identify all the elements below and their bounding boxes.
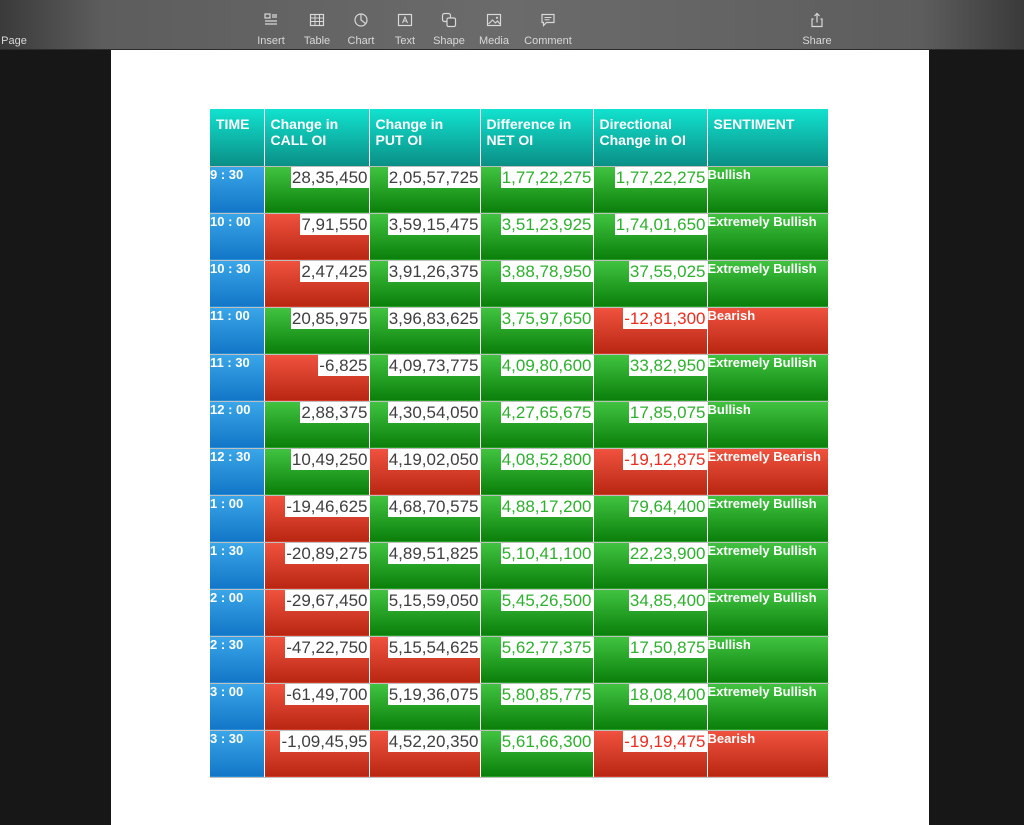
net-oi-cell[interactable]	[480, 166, 593, 213]
table-row	[210, 495, 828, 542]
table-row	[210, 589, 828, 636]
shape-label: Shape	[433, 35, 465, 47]
sentiment-cell[interactable]: Bearish	[707, 730, 828, 777]
call-oi-cell-value: 10,49,250	[291, 449, 368, 469]
directional-oi-cell-value: -19,19,475	[624, 731, 706, 751]
directional-oi-cell-value: 22,23,900	[629, 543, 706, 563]
media-button[interactable]	[467, 10, 521, 47]
put-oi-cell[interactable]	[369, 730, 480, 777]
directional-oi-cell-value: 1,77,22,275	[615, 167, 706, 187]
sentiment-cell[interactable]: Extremely Bullish	[707, 542, 828, 589]
call-oi-cell[interactable]	[264, 213, 369, 260]
chart-label: Chart	[347, 35, 375, 47]
put-oi-cell-value: 5,15,59,050	[388, 590, 479, 610]
comment-label: Comment	[524, 35, 572, 47]
sentiment-cell[interactable]: Extremely Bullish	[707, 589, 828, 636]
sentiment-cell[interactable]: Bullish	[707, 166, 828, 213]
net-oi-cell-value: 3,75,97,650	[501, 308, 592, 328]
table-row	[210, 307, 828, 354]
directional-oi-cell-value: 17,50,875	[629, 637, 706, 657]
put-oi-cell[interactable]	[369, 166, 480, 213]
call-oi-cell[interactable]	[264, 260, 369, 307]
call-oi-cell[interactable]	[264, 589, 369, 636]
directional-oi-cell[interactable]	[593, 730, 707, 777]
directional-oi-cell-value: 17,85,075	[629, 402, 706, 422]
net-oi-cell-value: 4,08,52,800	[501, 449, 592, 469]
put-oi-cell[interactable]	[369, 401, 480, 448]
net-oi-cell[interactable]	[480, 495, 593, 542]
put-oi-cell[interactable]	[369, 448, 480, 495]
call-oi-cell-value: 28,35,450	[291, 167, 368, 187]
directional-oi-cell[interactable]	[593, 683, 707, 730]
put-oi-cell-value: 3,59,15,475	[388, 214, 479, 234]
call-oi-cell[interactable]	[264, 495, 369, 542]
directional-oi-cell[interactable]	[593, 448, 707, 495]
net-oi-cell[interactable]	[480, 683, 593, 730]
table-body	[210, 166, 828, 777]
net-oi-cell-value: 5,62,77,375	[501, 637, 592, 657]
table-row	[210, 401, 828, 448]
table-row	[210, 730, 828, 777]
call-oi-cell-value: -6,825	[319, 355, 368, 375]
table-row	[210, 213, 828, 260]
call-oi-cell[interactable]	[264, 401, 369, 448]
sentiment-cell[interactable]: Extremely Bullish	[707, 213, 828, 260]
net-oi-cell-value: 4,09,80,600	[501, 355, 592, 375]
time-cell[interactable]: 11 : 00	[210, 307, 264, 354]
add-page-label: Page	[1, 35, 27, 47]
directional-oi-cell[interactable]	[593, 636, 707, 683]
comment-button[interactable]	[521, 10, 575, 47]
time-cell[interactable]: 3 : 30	[210, 730, 264, 777]
call-oi-cell-value: -1,09,45,95	[281, 731, 368, 751]
net-oi-cell[interactable]	[480, 589, 593, 636]
call-oi-cell[interactable]	[264, 354, 369, 401]
directional-oi-cell[interactable]	[593, 542, 707, 589]
call-oi-cell-value: -29,67,450	[286, 590, 368, 610]
directional-oi-cell-value: 1,74,01,650	[615, 214, 706, 234]
table-label: Table	[303, 35, 331, 47]
time-cell[interactable]: 2 : 30	[210, 636, 264, 683]
right-margin	[929, 50, 1024, 825]
net-oi-cell-value: 5,61,66,300	[501, 731, 592, 751]
insert-label: Insert	[257, 35, 285, 47]
net-oi-cell[interactable]	[480, 636, 593, 683]
net-oi-cell[interactable]	[480, 354, 593, 401]
directional-oi-cell[interactable]	[593, 307, 707, 354]
time-cell[interactable]: 12 : 30	[210, 448, 264, 495]
net-oi-cell-value: 4,27,65,675	[501, 402, 592, 422]
call-oi-cell-value: -20,89,275	[286, 543, 368, 563]
call-oi-cell[interactable]	[264, 448, 369, 495]
time-cell[interactable]: 1 : 30	[210, 542, 264, 589]
put-oi-cell[interactable]	[369, 213, 480, 260]
put-oi-cell-value: 2,05,57,725	[388, 167, 479, 187]
net-oi-cell[interactable]	[480, 730, 593, 777]
call-oi-cell-value: 7,91,550	[301, 214, 368, 234]
time-cell[interactable]: 1 : 00	[210, 495, 264, 542]
directional-oi-cell-value: 34,85,400	[629, 590, 706, 610]
put-oi-cell[interactable]	[369, 307, 480, 354]
sentiment-cell[interactable]: Extremely Bullish	[707, 354, 828, 401]
put-oi-cell[interactable]	[369, 354, 480, 401]
put-oi-cell-value: 3,96,83,625	[388, 308, 479, 328]
call-oi-cell[interactable]	[264, 166, 369, 213]
net-oi-cell[interactable]	[480, 307, 593, 354]
table-header-row	[210, 109, 828, 166]
call-oi-cell[interactable]	[264, 683, 369, 730]
header-sentiment[interactable]: SENTIMENT	[707, 109, 828, 166]
net-oi-cell-value: 4,88,17,200	[501, 496, 592, 516]
directional-oi-cell[interactable]	[593, 495, 707, 542]
put-oi-cell[interactable]	[369, 683, 480, 730]
sentiment-cell[interactable]: Bearish	[707, 307, 828, 354]
toolbar	[0, 0, 1024, 50]
table-row	[210, 636, 828, 683]
call-oi-cell-value: -61,49,700	[286, 684, 368, 704]
time-cell[interactable]: 2 : 00	[210, 589, 264, 636]
net-oi-cell-value: 5,80,85,775	[501, 684, 592, 704]
put-oi-cell-value: 4,19,02,050	[388, 449, 479, 469]
call-oi-cell-value: -47,22,750	[286, 637, 368, 657]
header-call-oi[interactable]: Change in CALL OI	[264, 109, 369, 166]
table-row	[210, 683, 828, 730]
put-oi-cell-value: 4,09,73,775	[388, 355, 479, 375]
sentiment-cell[interactable]: Extremely Bullish	[707, 260, 828, 307]
net-oi-cell[interactable]	[480, 260, 593, 307]
net-oi-cell-value: 1,77,22,275	[501, 167, 592, 187]
net-oi-cell-value: 3,51,23,925	[501, 214, 592, 234]
directional-oi-cell-value: 37,55,025	[629, 261, 706, 281]
net-oi-cell[interactable]	[480, 401, 593, 448]
media-icon	[467, 12, 521, 32]
net-oi-cell-value: 3,88,78,950	[501, 261, 592, 281]
time-cell[interactable]: 3 : 00	[210, 683, 264, 730]
directional-oi-cell[interactable]	[593, 401, 707, 448]
text-label: Text	[394, 35, 416, 47]
share-icon	[790, 12, 844, 32]
put-oi-cell[interactable]	[369, 495, 480, 542]
share-label: Share	[802, 35, 832, 47]
sentiment-cell[interactable]: Bullish	[707, 636, 828, 683]
call-oi-cell[interactable]	[264, 730, 369, 777]
table-row	[210, 260, 828, 307]
directional-oi-cell-value: 18,08,400	[629, 684, 706, 704]
header-net-oi[interactable]: Difference in NET OI	[480, 109, 593, 166]
put-oi-cell-value: 3,91,26,375	[388, 261, 479, 281]
put-oi-cell-value: 4,68,70,575	[388, 496, 479, 516]
add-page-button[interactable]	[0, 10, 41, 47]
table-row	[210, 354, 828, 401]
table-row	[210, 542, 828, 589]
net-oi-cell[interactable]	[480, 448, 593, 495]
sentiment-cell[interactable]: Bullish	[707, 401, 828, 448]
call-oi-cell-value: -19,46,625	[286, 496, 368, 516]
directional-oi-cell-value: 79,64,400	[629, 496, 706, 516]
header-time[interactable]: TIME	[210, 109, 264, 166]
net-oi-cell-value: 5,45,26,500	[501, 590, 592, 610]
directional-oi-cell-value: -12,81,300	[624, 308, 706, 328]
put-oi-cell-value: 5,19,36,075	[388, 684, 479, 704]
time-cell[interactable]: 10 : 30	[210, 260, 264, 307]
put-oi-cell-value: 5,15,54,625	[388, 637, 479, 657]
sentiment-cell[interactable]: Extremely Bearish	[707, 448, 828, 495]
time-cell[interactable]: 10 : 00	[210, 213, 264, 260]
call-oi-cell-value: 2,47,425	[301, 261, 368, 281]
put-oi-cell[interactable]	[369, 542, 480, 589]
directional-oi-cell[interactable]	[593, 589, 707, 636]
add-page-icon	[0, 12, 41, 32]
directional-oi-cell[interactable]	[593, 260, 707, 307]
call-oi-cell-value: 2,88,375	[301, 402, 368, 422]
oi-table[interactable]	[210, 109, 829, 778]
put-oi-cell-value: 4,89,51,825	[388, 543, 479, 563]
call-oi-cell[interactable]	[264, 636, 369, 683]
put-oi-cell[interactable]	[369, 636, 480, 683]
media-label: Media	[479, 35, 509, 47]
directional-oi-cell-value: -19,12,875	[624, 449, 706, 469]
directional-oi-cell-value: 33,82,950	[629, 355, 706, 375]
table-row	[210, 166, 828, 213]
put-oi-cell-value: 4,30,54,050	[388, 402, 479, 422]
share-button[interactable]	[790, 10, 844, 47]
net-oi-cell[interactable]	[480, 213, 593, 260]
call-oi-cell[interactable]	[264, 542, 369, 589]
net-oi-cell-value: 5,10,41,100	[501, 543, 592, 563]
directional-oi-cell[interactable]	[593, 166, 707, 213]
put-oi-cell[interactable]	[369, 589, 480, 636]
directional-oi-cell[interactable]	[593, 354, 707, 401]
put-oi-cell-value: 4,52,20,350	[388, 731, 479, 751]
header-put-oi[interactable]: Change in PUT OI	[369, 109, 480, 166]
sentiment-cell[interactable]: Extremely Bullish	[707, 683, 828, 730]
directional-oi-cell[interactable]	[593, 213, 707, 260]
time-cell[interactable]: 9 : 30	[210, 166, 264, 213]
left-margin	[0, 50, 111, 825]
put-oi-cell[interactable]	[369, 260, 480, 307]
header-directional-oi[interactable]: Directional Change in OI	[593, 109, 707, 166]
net-oi-cell[interactable]	[480, 542, 593, 589]
call-oi-cell[interactable]	[264, 307, 369, 354]
call-oi-cell-value: 20,85,975	[291, 308, 368, 328]
sentiment-cell[interactable]: Extremely Bullish	[707, 495, 828, 542]
time-cell[interactable]: 11 : 30	[210, 354, 264, 401]
table-row	[210, 448, 828, 495]
comment-icon	[521, 12, 575, 32]
time-cell[interactable]: 12 : 00	[210, 401, 264, 448]
